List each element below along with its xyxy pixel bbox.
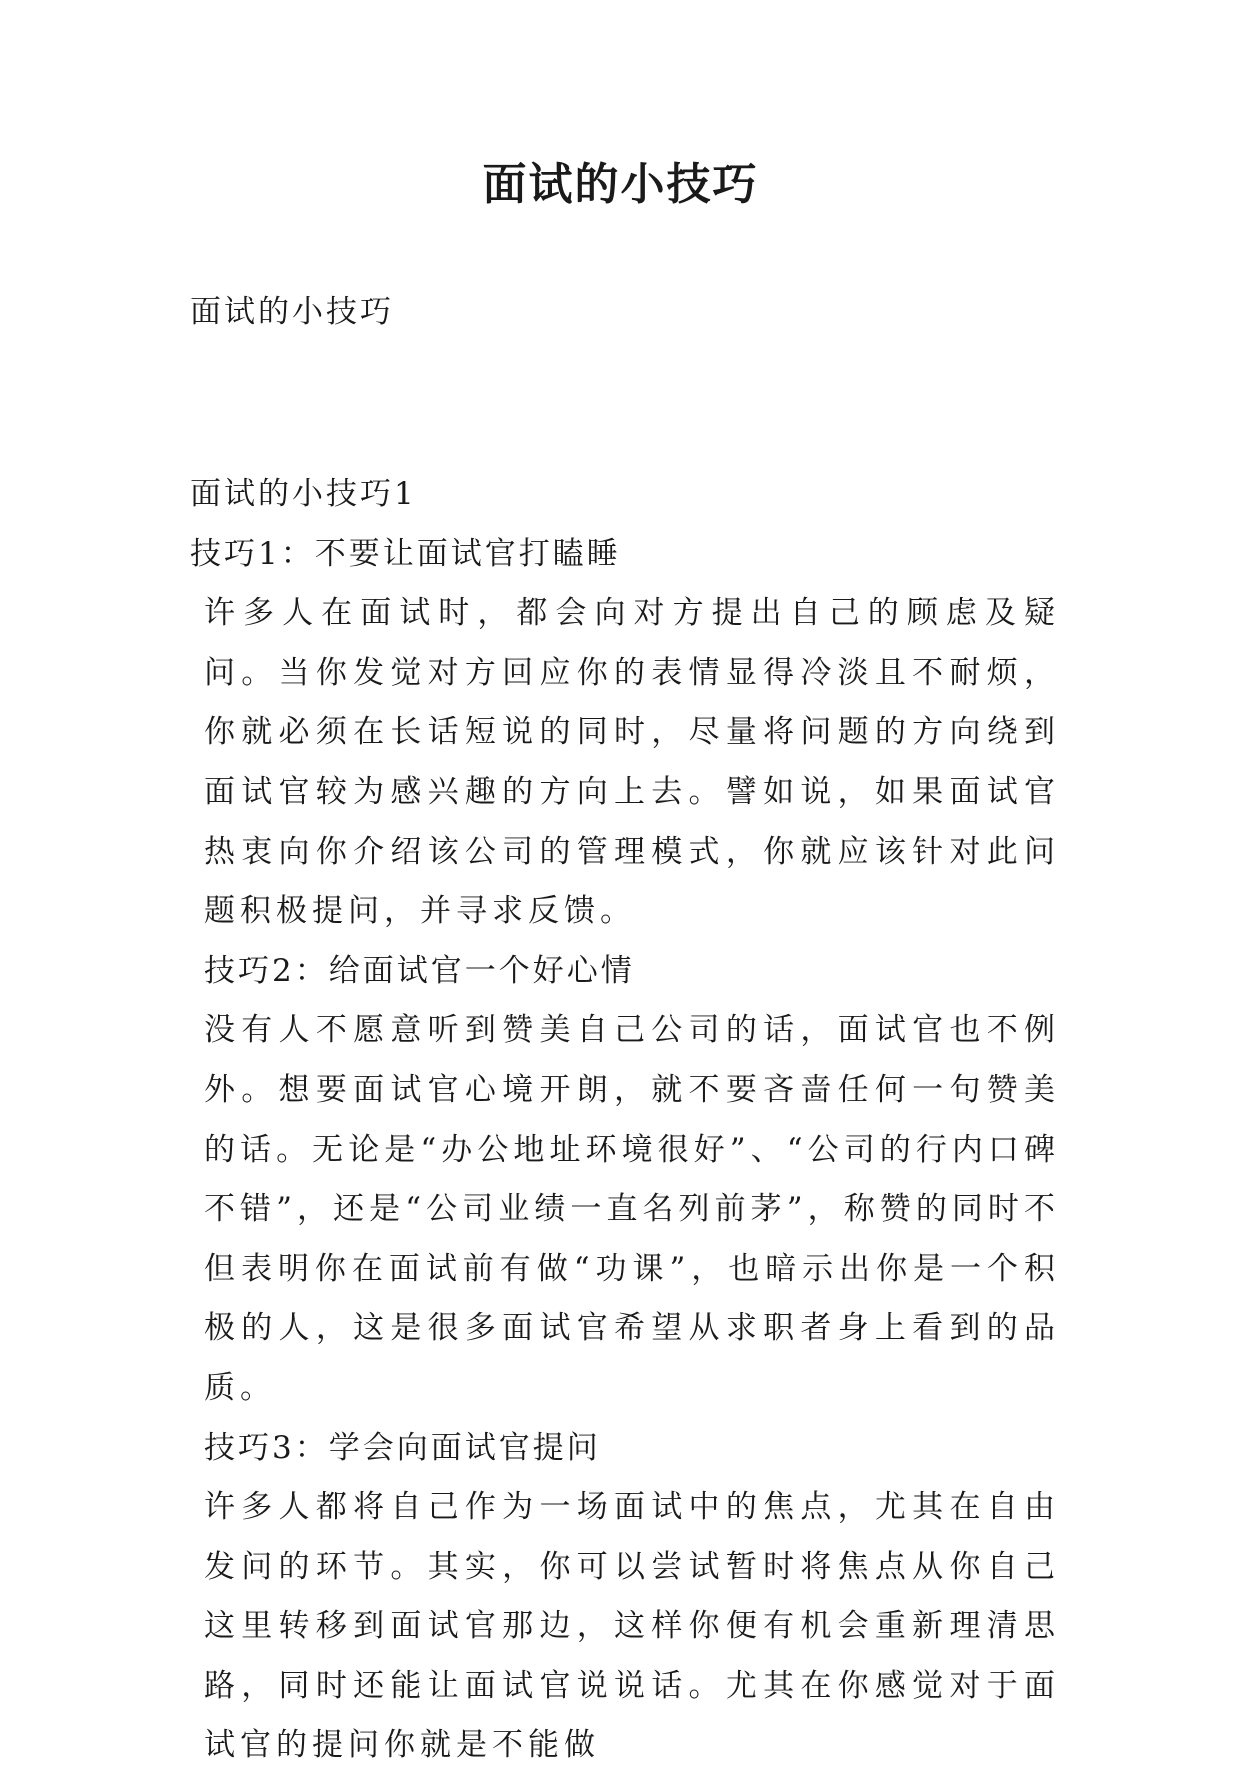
tip-heading-3: 技巧3：学会向面试官提问 xyxy=(204,1429,601,1466)
tip-body-1: 许多人在面试时，都会向对方提出自己的顾虑及疑问。当你发觉对方回应你的表情显得冷淡且不耐烦，你就必须在长话短说的同时，尽量将问题的方向绕到面试官较为感兴趣的方向上去。譬如说，如果面试官热衷向你介绍该公司的管理模式，你就应该针对此问题积极提问，并寻求反馈。 xyxy=(204,595,1060,930)
document-body xyxy=(190,465,1060,1776)
tip-body-2: 没有人不愿意听到赞美自己公司的话，面试官也不例外。想要面试官心境开朗，就不要吝啬任何一句赞美的话。无论是“办公地址环境很好”、“公司的行内口碑不错”，还是“公司业绩一直名列前茅”，称赞的同时不但表明你在面试前有做“功课”，也暗示出你是一个积极的人，这是很多面试官希望从求职者身上看到的品质。 xyxy=(204,1012,1060,1406)
document-subtitle: 面试的小技巧 xyxy=(190,294,394,330)
tip-heading-2: 技巧2：给面试官一个好心情 xyxy=(204,952,635,989)
tip-body-3: 许多人都将自己作为一场面试中的焦点，尤其在自由发问的环节。其实，你可以尝试暂时将焦点从你自己这里转移到面试官那边，这样你便有机会重新理清思路，同时还能让面试官说说话。尤其在你感觉对于面试官的提问你就是不能做 xyxy=(204,1489,1060,1764)
tip-heading-1: 技巧1：不要让面试官打瞌睡 xyxy=(190,535,621,572)
document-title: 面试的小技巧 xyxy=(482,159,759,210)
section-heading: 面试的小技巧1 xyxy=(190,476,417,512)
